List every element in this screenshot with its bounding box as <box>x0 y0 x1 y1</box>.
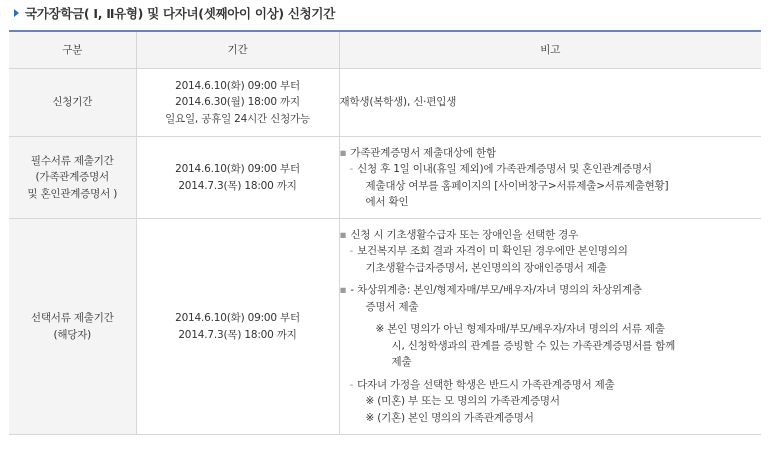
row-period <box>136 137 339 219</box>
row-label <box>9 137 136 219</box>
note-text: 신청 시 기초생활수급자 또는 장애인을 선택한 경우 <box>350 228 579 241</box>
square-bullet-icon: ▪ <box>339 228 347 241</box>
note-text: ※ (기혼) 본인 명의의 가족관계증명서 <box>365 411 534 424</box>
dash-bullet-icon: - <box>349 245 354 258</box>
row-label <box>9 219 136 435</box>
header-period: 기간 <box>136 31 339 69</box>
period-line: 일요일, 공휴일 24시간 신청가능 <box>165 112 310 125</box>
period-line: 2014.7.3(목) 18:00 까지 <box>178 328 297 341</box>
row-period <box>136 69 339 137</box>
square-bullet-icon: ▪ <box>339 146 347 159</box>
note-line <box>340 227 762 244</box>
header-remarks: 비고 <box>339 31 761 69</box>
note-line <box>340 282 762 299</box>
row-label-line: 신청기간 <box>52 96 93 109</box>
row-remarks <box>339 219 761 435</box>
note-line <box>340 94 762 111</box>
note-text: 에서 확인 <box>365 196 409 208</box>
square-bullet-icon: ▪ <box>339 284 347 297</box>
note-text: ※ (미혼) 부 또는 모 명의의 가족관계증명서 <box>365 395 560 408</box>
note-line <box>340 338 762 355</box>
note-text: - 차상위계층: 본인/형제자매/부모/배우자/자녀 명의의 차상위계층 <box>350 284 642 297</box>
note-text: 보건복지부 조회 결과 자격이 미 확인된 경우에만 본인명의의 <box>357 245 628 258</box>
row-label-line: (해당자) <box>53 328 92 341</box>
row-label <box>9 69 136 137</box>
section-title <box>14 3 335 23</box>
row-remarks <box>339 137 761 219</box>
period-line: 2014.6.10(화) 09:00 부터 <box>175 163 300 175</box>
note-text: 다자녀 가정을 선택한 학생은 반드시 가족관계증명서 제출 <box>357 378 615 391</box>
period-line: 2014.6.10(화) 09:00 부터 <box>175 79 300 92</box>
table-header-row <box>9 31 761 69</box>
note-text: 제출대상 여부를 홈페이지의 [사이버창구>서류제출>서류제출현황] <box>365 179 669 192</box>
row-label-line: 필수서류 제출기간 <box>30 154 114 167</box>
note-line <box>340 178 762 195</box>
dash-bullet-icon: - <box>349 163 354 175</box>
period-line: 2014.6.30(월) 18:00 까지 <box>175 96 300 109</box>
note-text: 제출 <box>391 356 412 369</box>
table-row <box>9 137 761 219</box>
note-text: 시, 신청학생과의 관계를 증빙할 수 있는 가족관계증명서를 함께 <box>391 339 676 352</box>
note-text: 가족관계증명서 제출대상에 한함 <box>350 146 496 159</box>
table-row <box>9 69 761 137</box>
note-line <box>340 354 762 371</box>
triangle-bullet-icon <box>14 9 19 17</box>
note-line <box>340 161 762 178</box>
note-line <box>340 393 762 410</box>
note-line <box>340 145 762 162</box>
note-line <box>340 321 762 338</box>
header-category: 구분 <box>9 31 136 69</box>
note-text: 재학생(복학생), 신·편입생 <box>339 96 457 109</box>
note-text: 증명서 제출 <box>365 300 419 313</box>
note-line <box>340 410 762 427</box>
note-line <box>340 299 762 316</box>
note-line <box>340 243 762 260</box>
note-text: 기초생활수급자증명서, 본인명의의 장애인증명서 제출 <box>365 261 607 274</box>
period-line: 2014.6.10(화) 09:00 부터 <box>175 312 300 324</box>
table-row <box>9 219 761 435</box>
period-line: 2014.7.3(목) 18:00 까지 <box>178 179 297 192</box>
note-text: 신청 후 1일 이내(휴일 제외)에 가족관계증명서 및 혼인관계증명서 <box>357 163 652 175</box>
dash-bullet-icon: - <box>349 378 354 391</box>
note-line <box>340 260 762 277</box>
page-title: 국가장학금( Ⅰ, Ⅱ유형) 및 다자녀(셋째아이 이상) 신청기간 <box>25 6 335 21</box>
row-label-line: (가족관계증명서 <box>35 171 109 184</box>
note-line <box>340 377 762 394</box>
row-label-line: 선택서류 제출기간 <box>30 312 114 324</box>
row-remarks <box>339 69 761 137</box>
row-period <box>136 219 339 435</box>
row-label-line: 및 혼인관계증명서 ) <box>27 187 118 200</box>
schedule-table <box>9 30 761 435</box>
note-line <box>340 194 762 211</box>
note-text: ※ 본인 명의가 아닌 형제자매/부모/배우자/자녀 명의의 서류 제출 <box>375 323 665 336</box>
